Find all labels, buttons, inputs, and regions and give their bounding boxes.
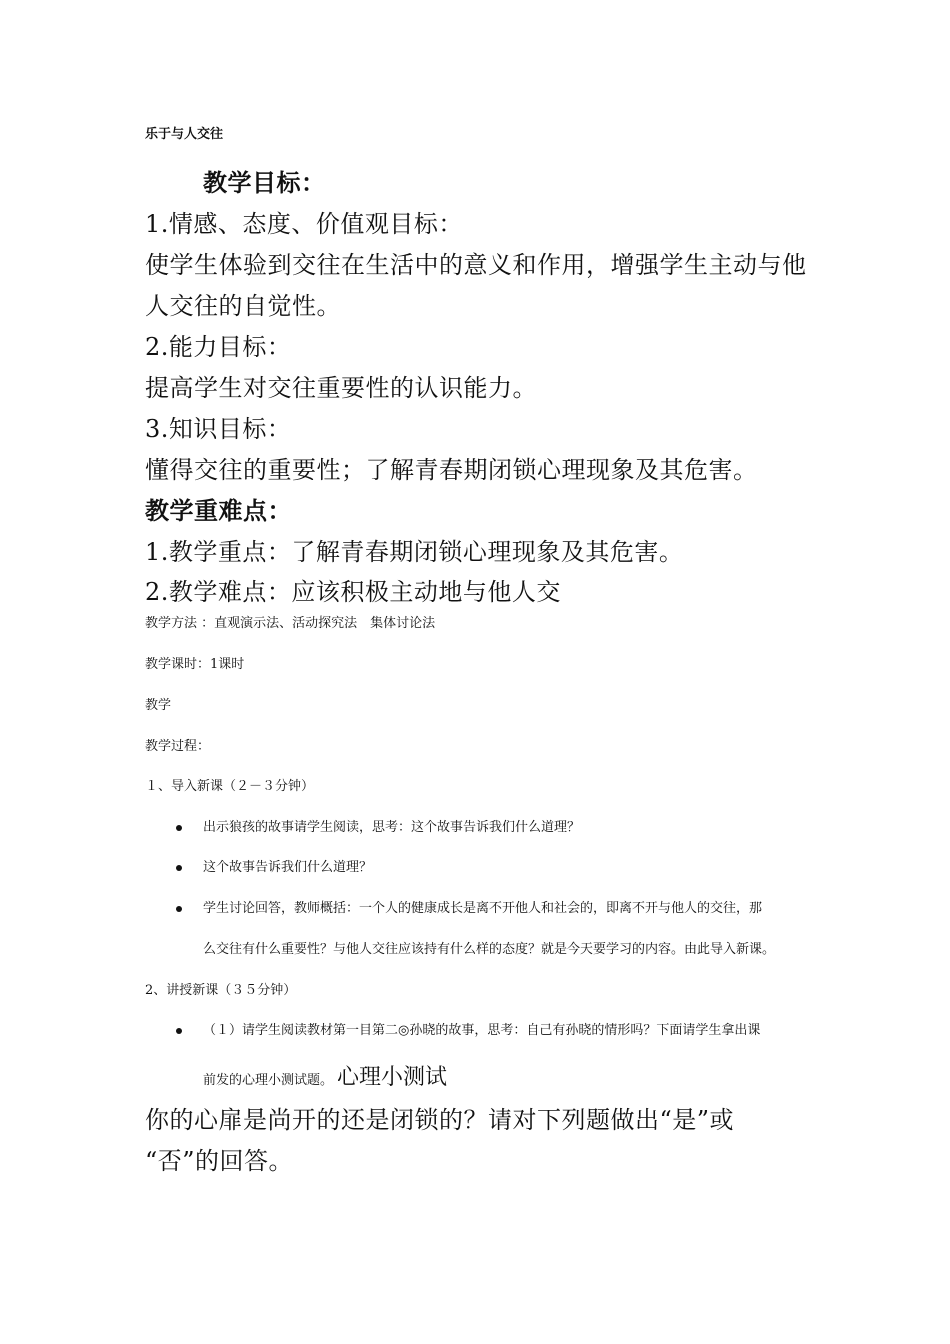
step1-bullet-2: 这个故事告诉我们什么道理？: [203, 860, 373, 875]
goal2-text: 提高学生对交往重要性的认识能力。: [145, 374, 537, 402]
key-point-1: 1.教学重点：了解青春期闭锁心理现象及其危害。: [145, 538, 684, 566]
step1-bullet-3: 学生讨论回答，教师概括：一个人的健康成长是离不开他人和社会的，即离不开与他人的交往，那: [203, 901, 763, 916]
step1-bullet-3-continued: 么交往有什么重要性？与他人交往应该持有什么样的态度？就是今天要学习的内容。由此导入新课。: [203, 942, 776, 957]
goal1-line1: 使学生体验到交往在生活中的意义和作用，增强学生主动与他: [145, 251, 807, 279]
doc-title: 乐于与人交往: [145, 127, 224, 142]
step2-heading: 2、讲授新课（３５分钟）: [145, 983, 297, 998]
goals-heading: 教学目标：: [203, 169, 326, 197]
test-title: 心理小测试: [337, 1065, 448, 1090]
goal3-heading: 3.知识目标：: [145, 415, 292, 443]
question-line-1: 你的心扉是尚开的还是闭锁的？请对下列题做出“是”或: [145, 1106, 735, 1134]
question-line-2: “否”的回答。: [145, 1147, 294, 1175]
goal2-heading: 2.能力目标：: [145, 333, 292, 361]
bullet-icon: [176, 825, 182, 831]
key-point-2: 2.教学难点：应该积极主动地与他人交: [145, 578, 561, 606]
key-heading: 教学重难点：: [145, 497, 292, 525]
goal1-heading: 1.情感、态度、价值观目标：: [145, 210, 463, 238]
teaching-label: 教学: [145, 698, 172, 713]
goal1-line2: 人交往的自觉性。: [145, 292, 341, 320]
goal3-text: 懂得交往的重要性；了解青春期闭锁心理现象及其危害。: [145, 456, 758, 484]
step2-bullet: （１）请学生阅读教材第一目第二◎孙晓的故事，思考：自己有孙晓的情形吗？下面请学生拿出课: [203, 1023, 761, 1038]
bullet-icon: [176, 865, 182, 871]
step1-heading: １、导入新课（２－３分钟）: [145, 779, 315, 794]
step2-bullet-cont-text: 前发的心理小测试题。: [203, 1073, 334, 1088]
step2-bullet-continued: [203, 1060, 447, 1091]
process-heading: 教学过程：: [145, 739, 211, 754]
teaching-hours: 教学课时：1课时: [145, 657, 245, 672]
bullet-icon: [176, 1028, 182, 1034]
step1-bullet-1: 出示狼孩的故事请学生阅读，思考：这个故事告诉我们什么道理？: [203, 820, 581, 835]
teaching-method: 教学方法 ：直观演示法、活动探究法 集体讨论法: [145, 616, 436, 631]
bullet-icon: [176, 906, 182, 912]
